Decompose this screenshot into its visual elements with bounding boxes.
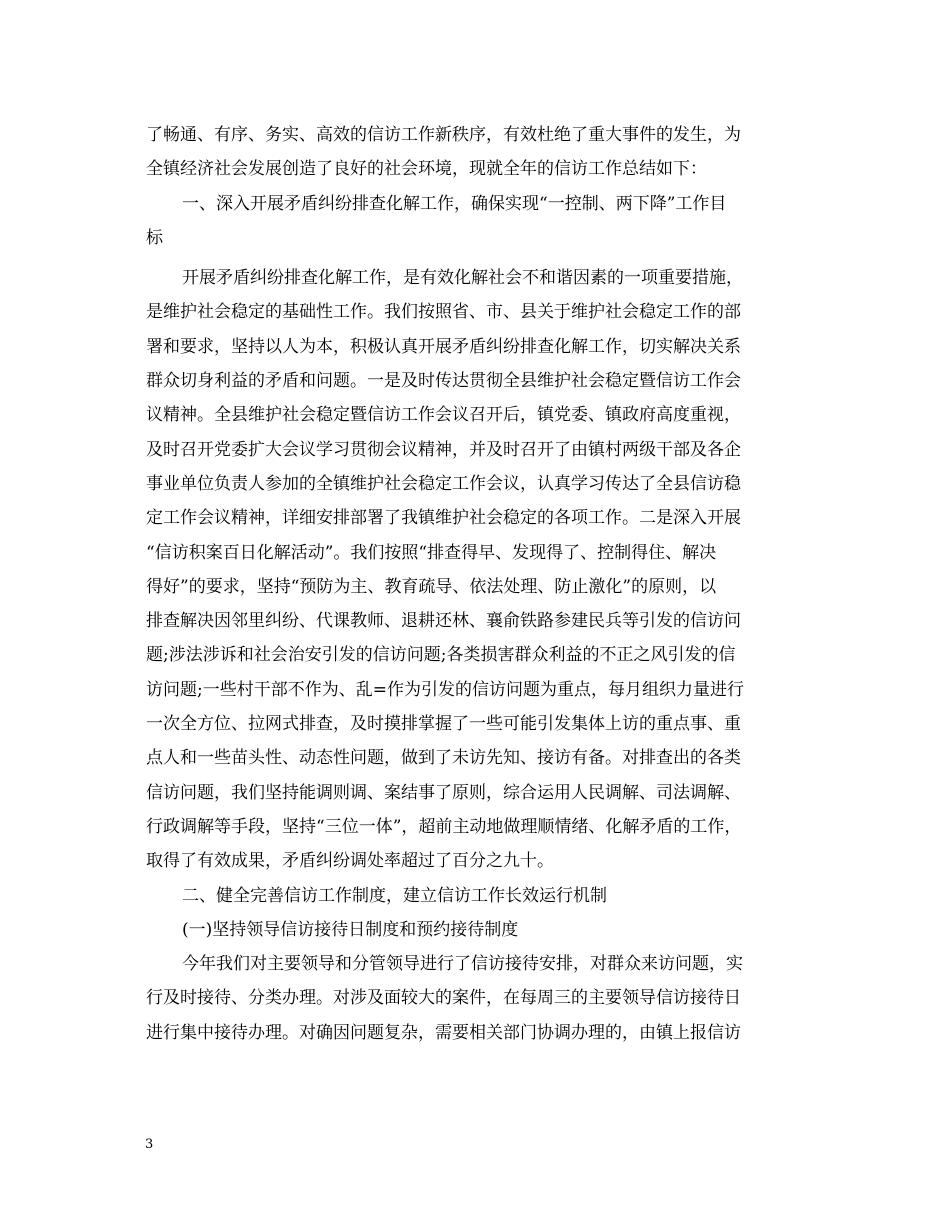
text-line: 行政调解等手段，坚持“三位一体”，超前主动地做理顺情绪、化解矛盾的工作， xyxy=(146,816,742,837)
section-heading: 二、健全完善信访工作制度，建立信访工作长效运行机制 xyxy=(182,885,607,906)
document-body xyxy=(146,118,808,1050)
text-line: 取得了有效成果，矛盾纠纷调处率超过了百分之九十。 xyxy=(146,851,554,872)
text-line: 事业单位负责人参加的全镇维护社会稳定工作会议，认真学习传达了全县信访稳 xyxy=(146,473,741,494)
text-line: 全镇经济社会发展创造了良好的社会环境，现就全年的信访工作总结如下： xyxy=(146,159,707,180)
section-heading-continued: 标 xyxy=(146,227,163,248)
text-line: 题;涉法涉诉和社会治安引发的信访问题;各类损害群众利益的不正之风引发的信 xyxy=(146,645,736,666)
text-line: 得好”的要求，坚持“预防为主、教育疏导、依法处理、防止激化”的原则，以 xyxy=(146,576,717,597)
text-line: 今年我们对主要领导和分管领导进行了信访接待安排，对群众来访问题，实 xyxy=(182,954,743,975)
text-line: “信访积案百日化解活动”。我们按照“排查得早、发现得了、控制得住、解决 xyxy=(146,542,717,563)
text-line: 排查解决因邻里纠纷、代课教师、退耕还林、襄俞铁路参建民兵等引发的信访问 xyxy=(146,611,741,632)
text-line: 一次全方位、拉网式排查，及时摸排掌握了一些可能引发集体上访的重点事、重 xyxy=(146,714,741,735)
text-line: 点人和一些苗头性、动态性问题，做到了未访先知、接访有备。对排查出的各类 xyxy=(146,748,741,769)
text-line: 进行集中接待办理。对确因问题复杂，需要相关部门协调办理的，由镇上报信访 xyxy=(146,1022,741,1043)
text-line: 定工作会议精神，详细安排部署了我镇维护社会稳定的各项工作。二是深入开展 xyxy=(146,508,741,529)
text-line: 信访问题，我们坚持能调则调、案结事了原则，综合运用人民调解、司法调解、 xyxy=(146,782,741,803)
text-line: 及时召开党委扩大会议学习贯彻会议精神，并及时召开了由镇村两级干部及各企 xyxy=(146,439,741,460)
section-heading: 一、深入开展矛盾纠纷排查化解工作，确保实现“一控制、两下降”工作目 xyxy=(182,193,727,214)
text-line: 是维护社会稳定的基础性工作。我们按照省、市、县关于维护社会稳定工作的部 xyxy=(146,302,741,323)
page-number: 3 xyxy=(145,1137,154,1152)
subsection-heading: (一)坚持领导信访接待日制度和预约接待制度 xyxy=(182,919,519,940)
text-line: 署和要求，坚持以人为本，积极认真开展矛盾纠纷排查化解工作，切实解决关系 xyxy=(146,336,741,357)
text-line: 了畅通、有序、务实、高效的信访工作新秩序，有效杜绝了重大事件的发生，为 xyxy=(146,125,741,145)
text-line: 议精神。全县维护社会稳定暨信访工作会议召开后，镇党委、镇政府高度重视， xyxy=(146,405,741,426)
text-line: 群众切身利益的矛盾和问题。一是及时传达贯彻全县维护社会稳定暨信访工作会 xyxy=(146,371,741,392)
text-line: 开展矛盾纠纷排查化解工作，是有效化解社会不和谐因素的一项重要措施， xyxy=(182,268,743,289)
text-line: 行及时接待、分类办理。对涉及面较大的案件，在每周三的主要领导信访接待日 xyxy=(146,988,741,1009)
text-line: 访问题;一些村干部不作为、乱=作为引发的信访问题为重点，每月组织力量进行 xyxy=(146,679,744,700)
